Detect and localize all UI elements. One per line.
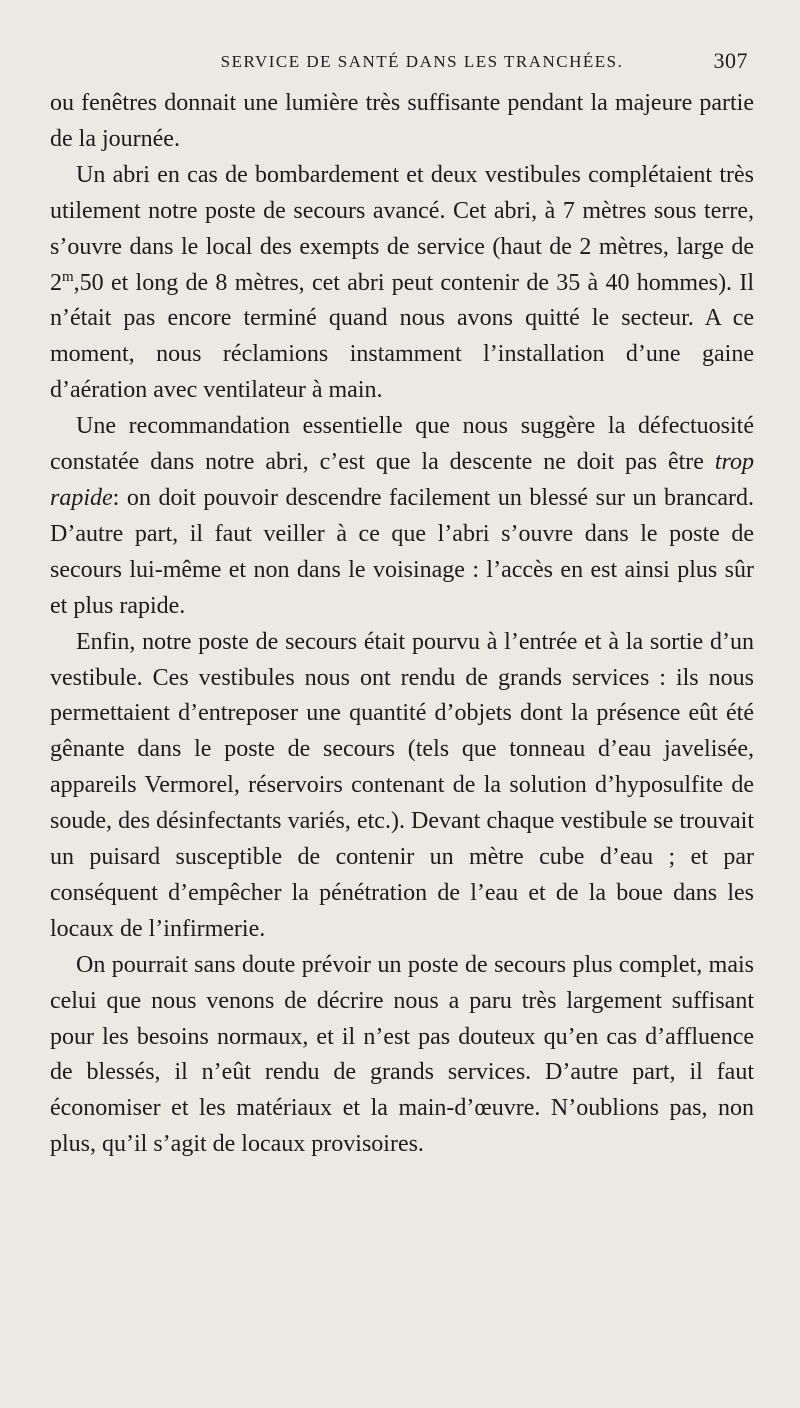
paragraph-3 <box>50 409 754 624</box>
paragraph-2 <box>50 158 754 409</box>
body-text <box>50 86 754 1163</box>
paragraph-2-rest: ,50 et long de 8 mètres, cet abri peut contenir de 35 à 40 hommes). Il n’était pas encore terminé quand nous avons quitté le secteur. A ce moment, nous réclamions instamment l’installation d’une gaine d’aération avec ventilateur à main. <box>50 269 754 404</box>
paragraph-2-text: Un abri en cas de bombardement et deux vestibules complétaient très utilement notre poste de secours avancé. Cet abri, à 7 mètres sous terre, s’ouvre dans le local des exempts de service (haut de 2 mètres, large de 2 <box>50 161 754 296</box>
running-title: SERVICE DE SANTÉ DANS LES TRANCHÉES. <box>220 52 624 71</box>
paragraph-4 <box>50 625 754 948</box>
paragraph-3-emphasis: trop rapide <box>50 449 754 511</box>
page-number: 307 <box>713 48 748 73</box>
paragraph-5-text: On pourrait sans doute prévoir un poste de secours plus complet, mais celui que nous venons de décrire nous a paru très largement suffisant pour les besoins normaux, et il n’est pas douteux qu’en cas d’affluence de blessés, il n’eût rendu de grands services. D’autre part, il faut économiser et les matériaux et la main-d’œuvre. N’oublions pas, non plus, qu’il s’agit de locaux provisoires. <box>50 951 754 1158</box>
paragraph-5 <box>50 948 754 1163</box>
metre-superscript: m <box>62 268 74 285</box>
paragraph-1-text: ou fenêtres donnait une lumière très suffisante pendant la majeure partie de la journée. <box>50 90 754 152</box>
paragraph-3-text-a: Une recommandation essentielle que nous suggère la défectuosité constatée dans notre abri, c’est que la descente ne doit pas être <box>50 413 754 476</box>
paragraph-3-text-b: : on doit pouvoir descendre facilement un blessé sur un brancard. D’autre part, il faut veiller à ce que l’abri s’ouvre dans le poste de secours lui-même et non dans le voisinage : l’accès en est ainsi plus sûr et plus rapide. <box>50 484 754 619</box>
paragraph-4-text: Enfin, notre poste de secours était pourvu à l’entrée et à la sortie d’un vestibule. Ces vestibules nous ont rendu de grands services : ils nous permettaient d’entreposer une quantité d’objets dont la présence eût été gênante dans le poste de secours (tels que tonneau d’eau javelisée, appareils Vermorel, réservoirs contenant de la solution d’hyposulfite de soude, des désinfectants variés, etc.). Devant chaque vestibule se trouvait un puisard susceptible de contenir un mètre cube d’eau ; et par conséquent d’empêcher la pénétration de l’eau et de la boue dans les locaux de l’infirmerie. <box>50 628 754 942</box>
running-header <box>50 42 754 82</box>
paragraph-1 <box>50 86 754 158</box>
